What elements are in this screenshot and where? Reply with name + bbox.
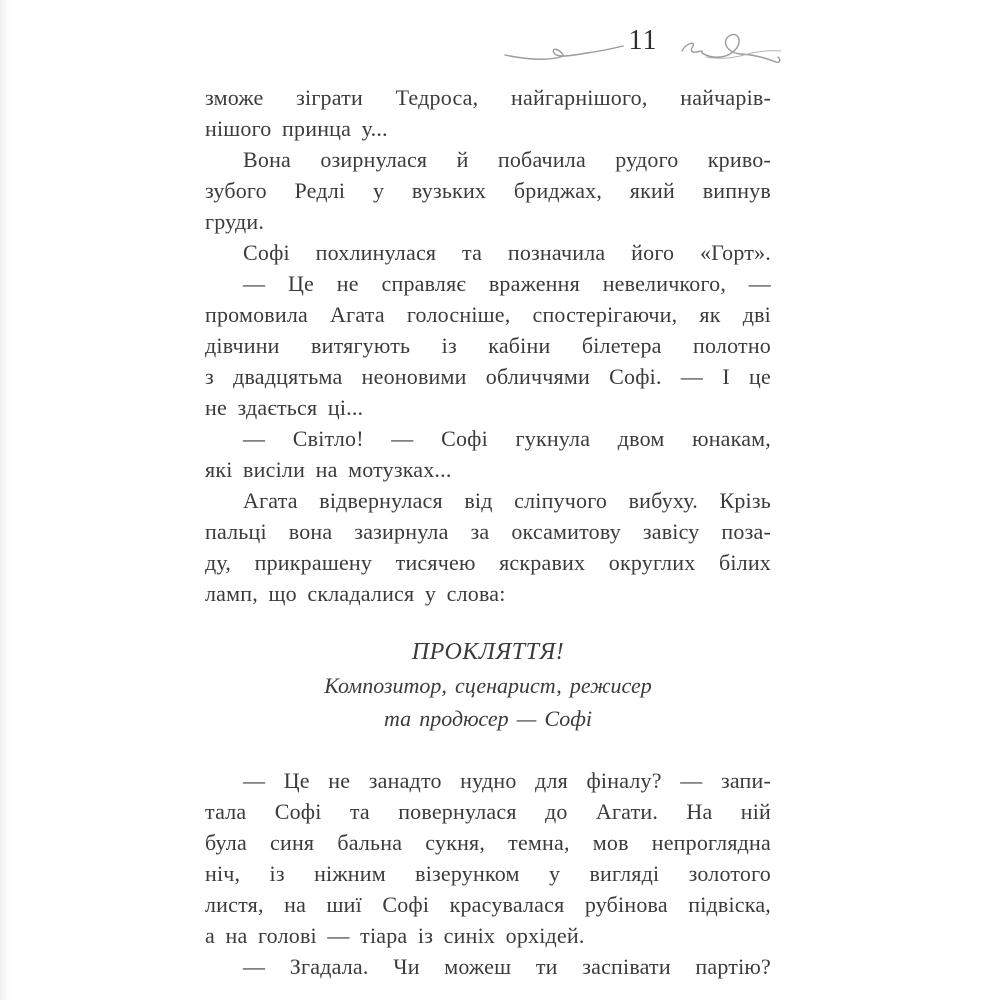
text-line: дівчини витягують із кабіни білетера полотно	[205, 333, 771, 358]
text-line: — Це не справляє враження невеличкого, —	[243, 271, 771, 296]
text-line: — Це не занадто нудно для фіналу? — запи-	[243, 768, 771, 793]
text-line: зубого Редлі у вузьких бриджах, який випнув	[205, 178, 771, 203]
text-line: ламп, що складалися у слова:	[205, 581, 506, 606]
text-line: була синя бальна сукня, темна, мов непроглядна	[205, 830, 771, 855]
text-line: нішого принца у...	[205, 116, 388, 141]
running-head	[0, 12, 1000, 64]
text-line: не здається ці...	[205, 395, 364, 420]
text-line: груди.	[205, 209, 265, 234]
text-line: ду, прикрашену тисячею яскравих округлих білих	[205, 550, 771, 575]
text-line: Вона озирнулася й побачила рудого криво-	[243, 147, 771, 172]
text-line: тала Софі та повернулася до Агати. На ній	[205, 799, 771, 824]
text-line: Агата відвернулася від сліпучого вибуху. Крізь	[243, 488, 771, 513]
marquee-title: ПРОКЛЯТТЯ!	[411, 639, 565, 665]
marquee-subtitle: Композитор, сценарист, режисер	[324, 673, 652, 698]
text-line: Софі похлинулася та позначила його «Горт».	[243, 240, 771, 265]
text-line: які висіли на мотузках...	[205, 457, 452, 482]
page-number: 11	[628, 25, 658, 56]
text-line: з двадцятьма неоновими обличчями Софі. — І це	[205, 364, 771, 389]
text-column	[205, 82, 771, 982]
text-line: ніч, із ніжним візерунком у вигляді золотого	[205, 861, 771, 886]
text-line: листя, на шиї Софі красувалася рубінова підвіска,	[205, 892, 771, 917]
text-line: пальці вона зазирнула за оксамитову завісу поза-	[205, 519, 771, 544]
header-flourish-right-icon	[676, 24, 784, 70]
text-line: — Світло! — Софі гукнула двом юнакам,	[243, 426, 771, 451]
text-line: промовила Агата голосніше, спостерігаючи, як дві	[205, 302, 771, 327]
text-line: а на голові — тіара із синіх орхідей.	[205, 923, 585, 948]
marquee-sign	[205, 636, 771, 735]
text-line: зможе зіграти Тедроса, найгарнішого, найчарів-	[205, 85, 771, 110]
marquee-subtitle: та продюсер — Софі	[384, 706, 592, 731]
header-flourish-left-icon	[503, 38, 625, 64]
text-block	[205, 765, 771, 982]
text-line: — Згадала. Чи можеш ти заспівати партію?	[243, 954, 771, 979]
